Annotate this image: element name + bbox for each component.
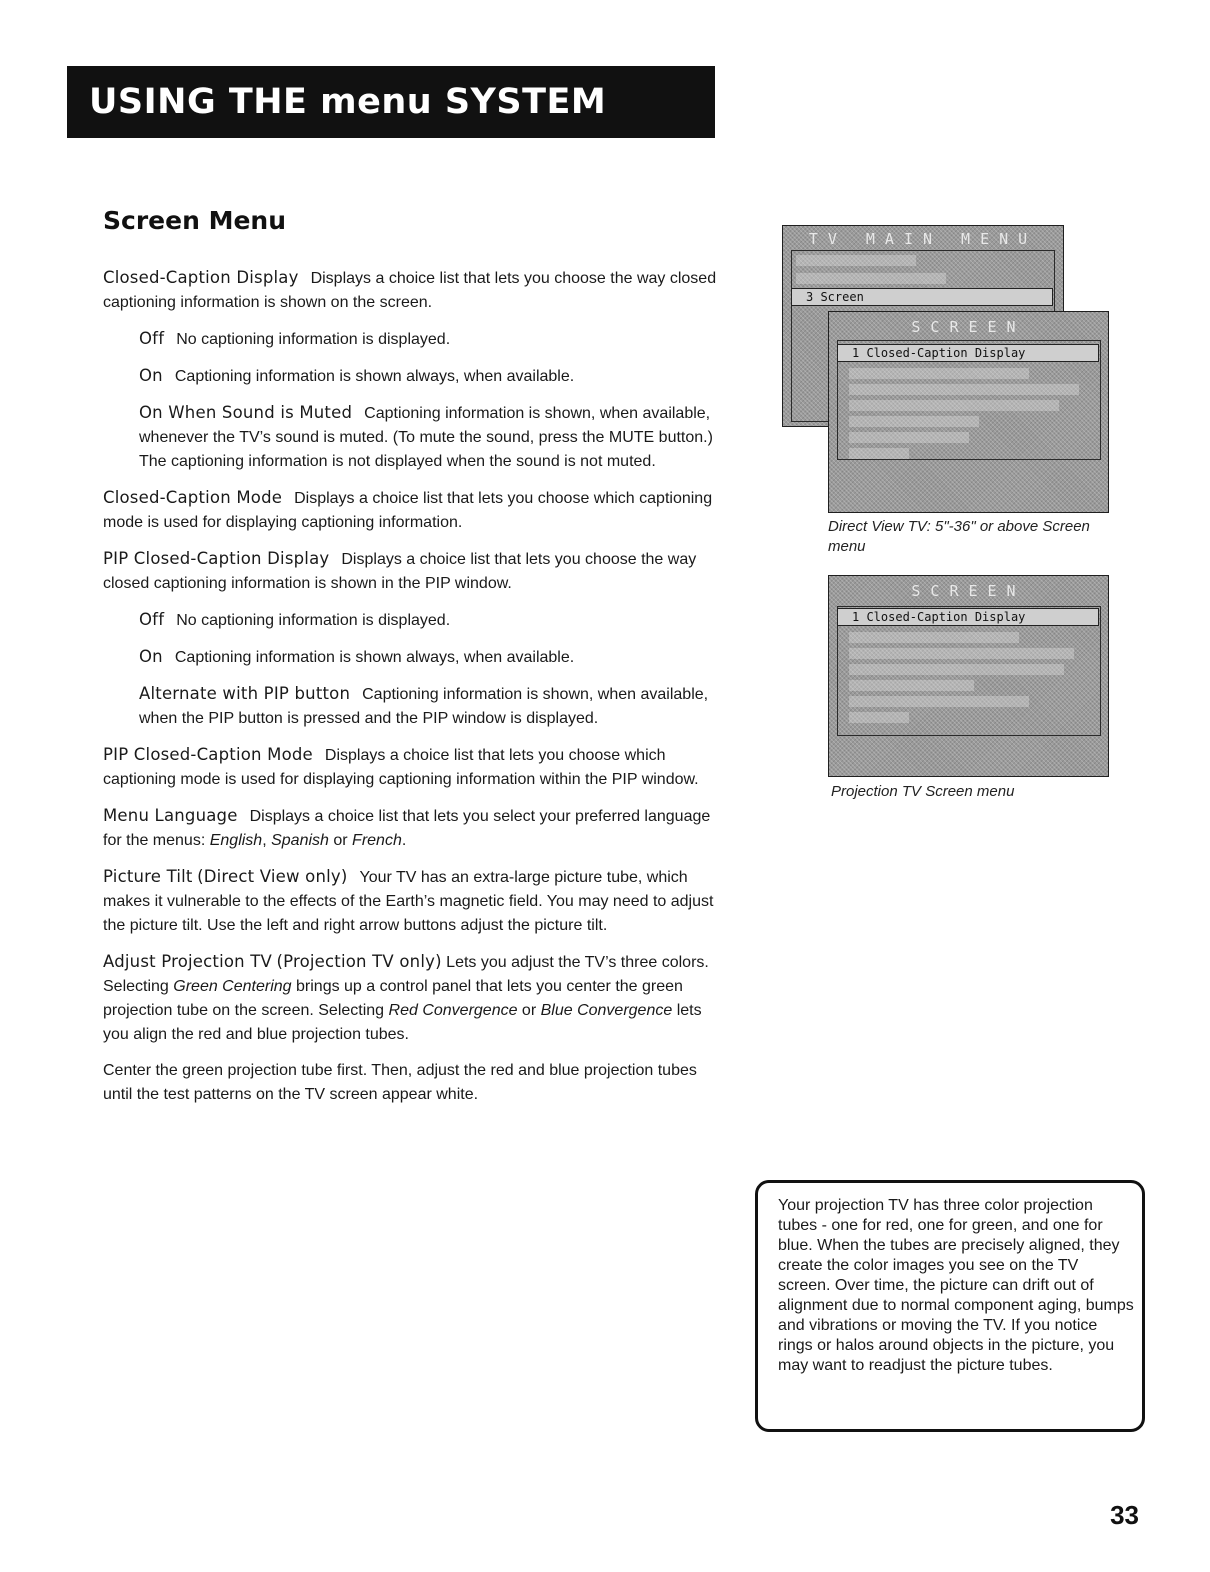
- caption-line: Direct View TV: 5"-36" or above Screen: [828, 518, 1090, 535]
- main-menu-title: TV MAIN MENU: [808, 230, 1038, 248]
- paragraph-pip-closed-caption-display: [103, 547, 723, 596]
- screen-menu-item-blurred: [849, 712, 909, 723]
- projection-caption: Projection TV Screen menu: [831, 783, 1015, 800]
- paragraph-cc-off: [139, 327, 723, 352]
- description: lets you align the red and blue projection tubes.: [103, 1002, 702, 1043]
- description: Displays a choice list that lets you choose the way closed captioning information is shown in the PIP window.: [103, 551, 697, 592]
- description: Lets you adjust the TV’s three colors. Selecting: [103, 954, 709, 995]
- qualifier: (Direct View only): [197, 867, 348, 886]
- screen-menu-selected-item: 1 Closed-Caption Display: [837, 344, 1099, 362]
- red-convergence: Red Convergence: [388, 1002, 518, 1019]
- description: Displays a choice list that lets you select your preferred language for the menus:: [103, 808, 711, 849]
- chapter-banner: USING THE menu SYSTEM: [67, 66, 715, 138]
- section-title: Screen Menu: [103, 206, 286, 235]
- screen-menu-item-blurred: [849, 416, 979, 427]
- term: On When Sound is Muted: [139, 403, 353, 422]
- screen-menu-item-blurred: [849, 448, 909, 459]
- term: Off: [139, 329, 165, 348]
- description: Displays a choice list that lets you choose the way closed captioning information is shown on the screen.: [103, 270, 717, 311]
- description: No captioning information is displayed.: [176, 331, 451, 348]
- projection-tubes-note: Your projection TV has three color projection tubes - one for red, one for green, and one for blue. When the tubes are precisely aligned, they create the color images you see on the TV screen. Over time, the picture can drift out of alignment due to normal component aging, bumps and vibrations or moving the TV. If you notice rings or halos around objects in the picture, you may want to readjust the picture tubes.: [755, 1180, 1145, 1432]
- direct-view-screen-menu-screenshot: [828, 311, 1109, 513]
- description: Captioning information is shown always, when available.: [174, 368, 575, 385]
- blue-convergence: Blue Convergence: [540, 1002, 673, 1019]
- green-centering: Green Centering: [173, 978, 292, 995]
- paragraph-menu-language: [103, 804, 723, 853]
- separator: ,: [262, 832, 272, 849]
- paragraph-pip-closed-caption-mode: [103, 743, 723, 792]
- paragraph-closed-caption-display: [103, 266, 723, 315]
- paragraph-center-green: [103, 1059, 723, 1107]
- screen-menu-item-blurred: [849, 680, 974, 691]
- term: On: [139, 647, 163, 666]
- screen-menu-item-blurred: [849, 664, 1064, 675]
- paragraph-adjust-projection: [103, 950, 723, 1047]
- main-text-column: [103, 266, 723, 1119]
- term: Alternate with PIP button: [139, 684, 351, 703]
- separator: or: [328, 832, 353, 849]
- term: PIP Closed-Caption Display: [103, 549, 330, 568]
- term: Closed-Caption Mode: [103, 488, 283, 507]
- screen-menu-item-blurred: [849, 648, 1074, 659]
- term: On: [139, 366, 163, 385]
- paragraph-closed-caption-mode: [103, 486, 723, 535]
- screen-menu-item-blurred: [849, 696, 1029, 707]
- main-menu-item-blurred: [796, 255, 916, 266]
- projection-screen-menu-screenshot: [828, 575, 1109, 777]
- description: Captioning information is shown, when available, when the PIP button is pressed and the PIP window is displayed.: [139, 686, 709, 727]
- description: brings up a control panel that lets you center the green projection tube on the screen. Selecting: [103, 978, 683, 1019]
- paragraph-pip-alternate: [139, 682, 723, 731]
- description: Center the green projection tube first. Then, adjust the red and blue projection tubes until the test patterns on the TV screen appear white.: [103, 1062, 697, 1103]
- description: Your TV has an extra-large picture tube, which makes it vulnerable to the effects of the Earth’s magnetic field. You may need to adjust the picture tilt. Use the left and right arrow buttons adjust the picture tilt.: [103, 869, 714, 934]
- language-spanish: Spanish: [271, 832, 329, 849]
- screen-menu-title: SCREEN: [911, 582, 1026, 600]
- term: Menu Language: [103, 806, 238, 825]
- term: Adjust Projection TV: [103, 952, 273, 971]
- paragraph-cc-on: [139, 364, 723, 389]
- description: Captioning information is shown always, when available.: [174, 649, 575, 666]
- main-menu-selected-item: 3 Screen: [791, 288, 1053, 306]
- language-english: English: [209, 832, 263, 849]
- main-menu-item-blurred: [796, 273, 946, 284]
- direct-view-caption: [828, 517, 1128, 557]
- paragraph-picture-tilt: [103, 865, 723, 938]
- qualifier: (Projection TV only): [276, 952, 442, 971]
- screen-menu-item-blurred: [849, 432, 969, 443]
- description: No captioning information is displayed.: [176, 612, 451, 629]
- term: Picture Tilt: [103, 867, 193, 886]
- caption-line: menu: [828, 538, 866, 555]
- screen-menu-item-blurred: [849, 632, 1019, 643]
- paragraph-cc-on-when-muted: [139, 401, 723, 474]
- screen-menu-item-blurred: [849, 384, 1079, 395]
- term: PIP Closed-Caption Mode: [103, 745, 313, 764]
- screen-menu-selected-item: 1 Closed-Caption Display: [837, 608, 1099, 626]
- screen-menu-item-blurred: [849, 368, 1029, 379]
- description: Displays a choice list that lets you choose which captioning mode is used for displaying captioning information within the PIP window.: [103, 747, 699, 788]
- language-french: French: [352, 832, 402, 849]
- page-number: 33: [1110, 1500, 1139, 1530]
- term: Closed-Caption Display: [103, 268, 299, 287]
- separator: .: [401, 832, 407, 849]
- description: Displays a choice list that lets you choose which captioning mode is used for displaying captioning information.: [103, 490, 713, 531]
- description: Captioning information is shown, when available, whenever the TV’s sound is muted. (To mute the sound, press the MUTE button.) The captioning information is not displayed when the sound is not muted.: [139, 405, 713, 470]
- screen-menu-item-blurred: [849, 400, 1059, 411]
- term: Off: [139, 610, 165, 629]
- paragraph-pip-off: [139, 608, 723, 633]
- description: or: [517, 1002, 541, 1019]
- screen-menu-title: SCREEN: [911, 318, 1026, 336]
- paragraph-pip-on: [139, 645, 723, 670]
